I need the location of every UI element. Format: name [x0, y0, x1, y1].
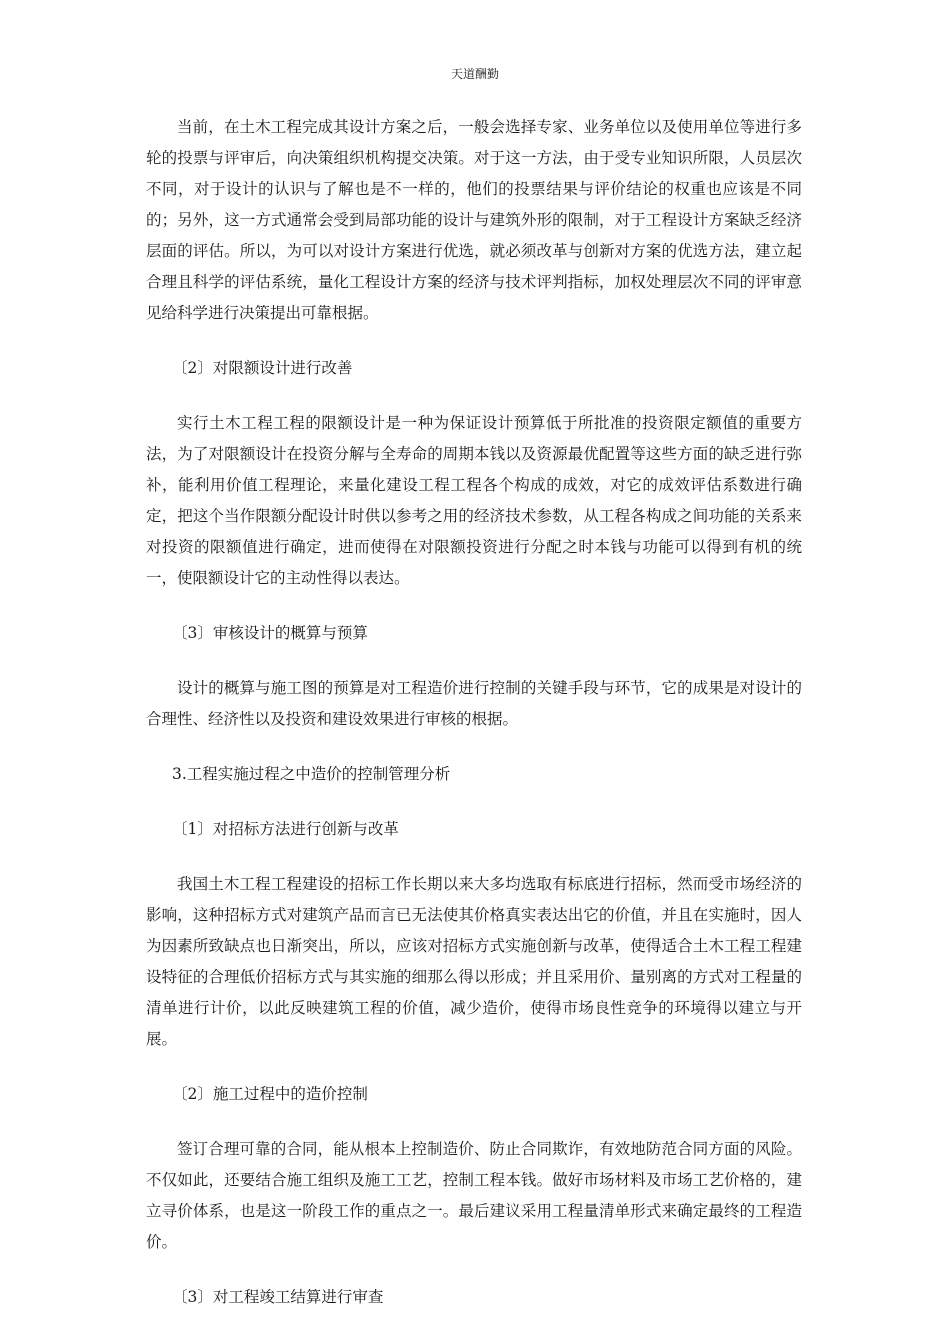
heading-bidding-reform: 〔1〕对招标方法进行创新与改革	[172, 820, 399, 838]
paragraph-construction-control: 签订合理可靠的合同，能从根本上控制造价、防止合同欺诈，有效地防范合同方面的风险。不仅如此，还要结合施工组织及施工工艺，控制工程本钱。做好市场材料及市场工艺价格的，建立寻价体系，也是这一阶段工作的重点之一。最后建议采用工程量清单形式来确定最终的工程造价。	[146, 1140, 802, 1251]
heading-section-3: 3.工程实施过程之中造价的控制管理分析	[172, 765, 451, 783]
paragraph-limit-design: 实行土木工程工程的限额设计是一种为保证设计预算低于所批准的投资限定额值的重要方法，为了对限额设计在投资分解与全寿命的周期本钱以及资源最优配置等这些方面的缺乏进行弥补，能利用价值工程理论，来量化建设工程工程各个构成的成效，对它的成效评估系数进行确定，把这个当作限额分配设计时供以参考之用的经济技术参数，从工程各构成之间功能的关系来对投资的限额值进行确定，进而使得在对限额投资进行分配之时本钱与功能可以得到有机的统一，使限额设计它的主动性得以表达。	[146, 414, 802, 587]
heading-construction-control: 〔2〕施工过程中的造价控制	[172, 1085, 368, 1103]
document-body	[146, 112, 802, 1337]
heading-budget-review: 〔3〕审核设计的概算与预算	[172, 624, 368, 642]
heading-settlement-review: 〔3〕对工程竣工结算进行审查	[172, 1288, 384, 1306]
paragraph-design-review: 当前，在土木工程完成其设计方案之后，一般会选择专家、业务单位以及使用单位等进行多轮的投票与评审后，向决策组织机构提交决策。对于这一方法，由于受专业知识所限，人员层次不同，对于设计的认识与了解也是不一样的，他们的投票结果与评价结论的权重也应该是不同的；另外，这一方式通常会受到局部功能的设计与建筑外形的限制，对于工程设计方案缺乏经济层面的评估。所以，为可以对设计方案进行优选，就必须改革与创新对方案的优选方法，建立起合理且科学的评估系统，量化工程设计方案的经济与技术评判指标，加权处理层次不同的评审意见给科学进行决策提出可靠根据。	[146, 118, 802, 322]
paragraph-bidding-reform: 我国土木工程工程建设的招标工作长期以来大多均选取有标底进行招标，然而受市场经济的影响，这种招标方式对建筑产品而言已无法使其价格真实表达出它的价值，并且在实施时，因人为因素所致缺点也日渐突出，所以，应该对招标方式实施创新与改革，使得适合土木工程工程建设特征的合理低价招标方式与其实施的细那么得以形成；并且采用价、量别离的方式对工程量的清单进行计价，以此反映建筑工程的价值，减少造价，使得市场良性竞争的环境得以建立与开展。	[146, 875, 802, 1048]
heading-limit-design: 〔2〕对限额设计进行改善	[172, 359, 353, 377]
page-header: 天道酬勤	[450, 67, 499, 81]
paragraph-budget-review: 设计的概算与施工图的预算是对工程造价进行控制的关键手段与环节，它的成果是对设计的合理性、经济性以及投资和建设效果进行审核的根据。	[146, 679, 802, 728]
